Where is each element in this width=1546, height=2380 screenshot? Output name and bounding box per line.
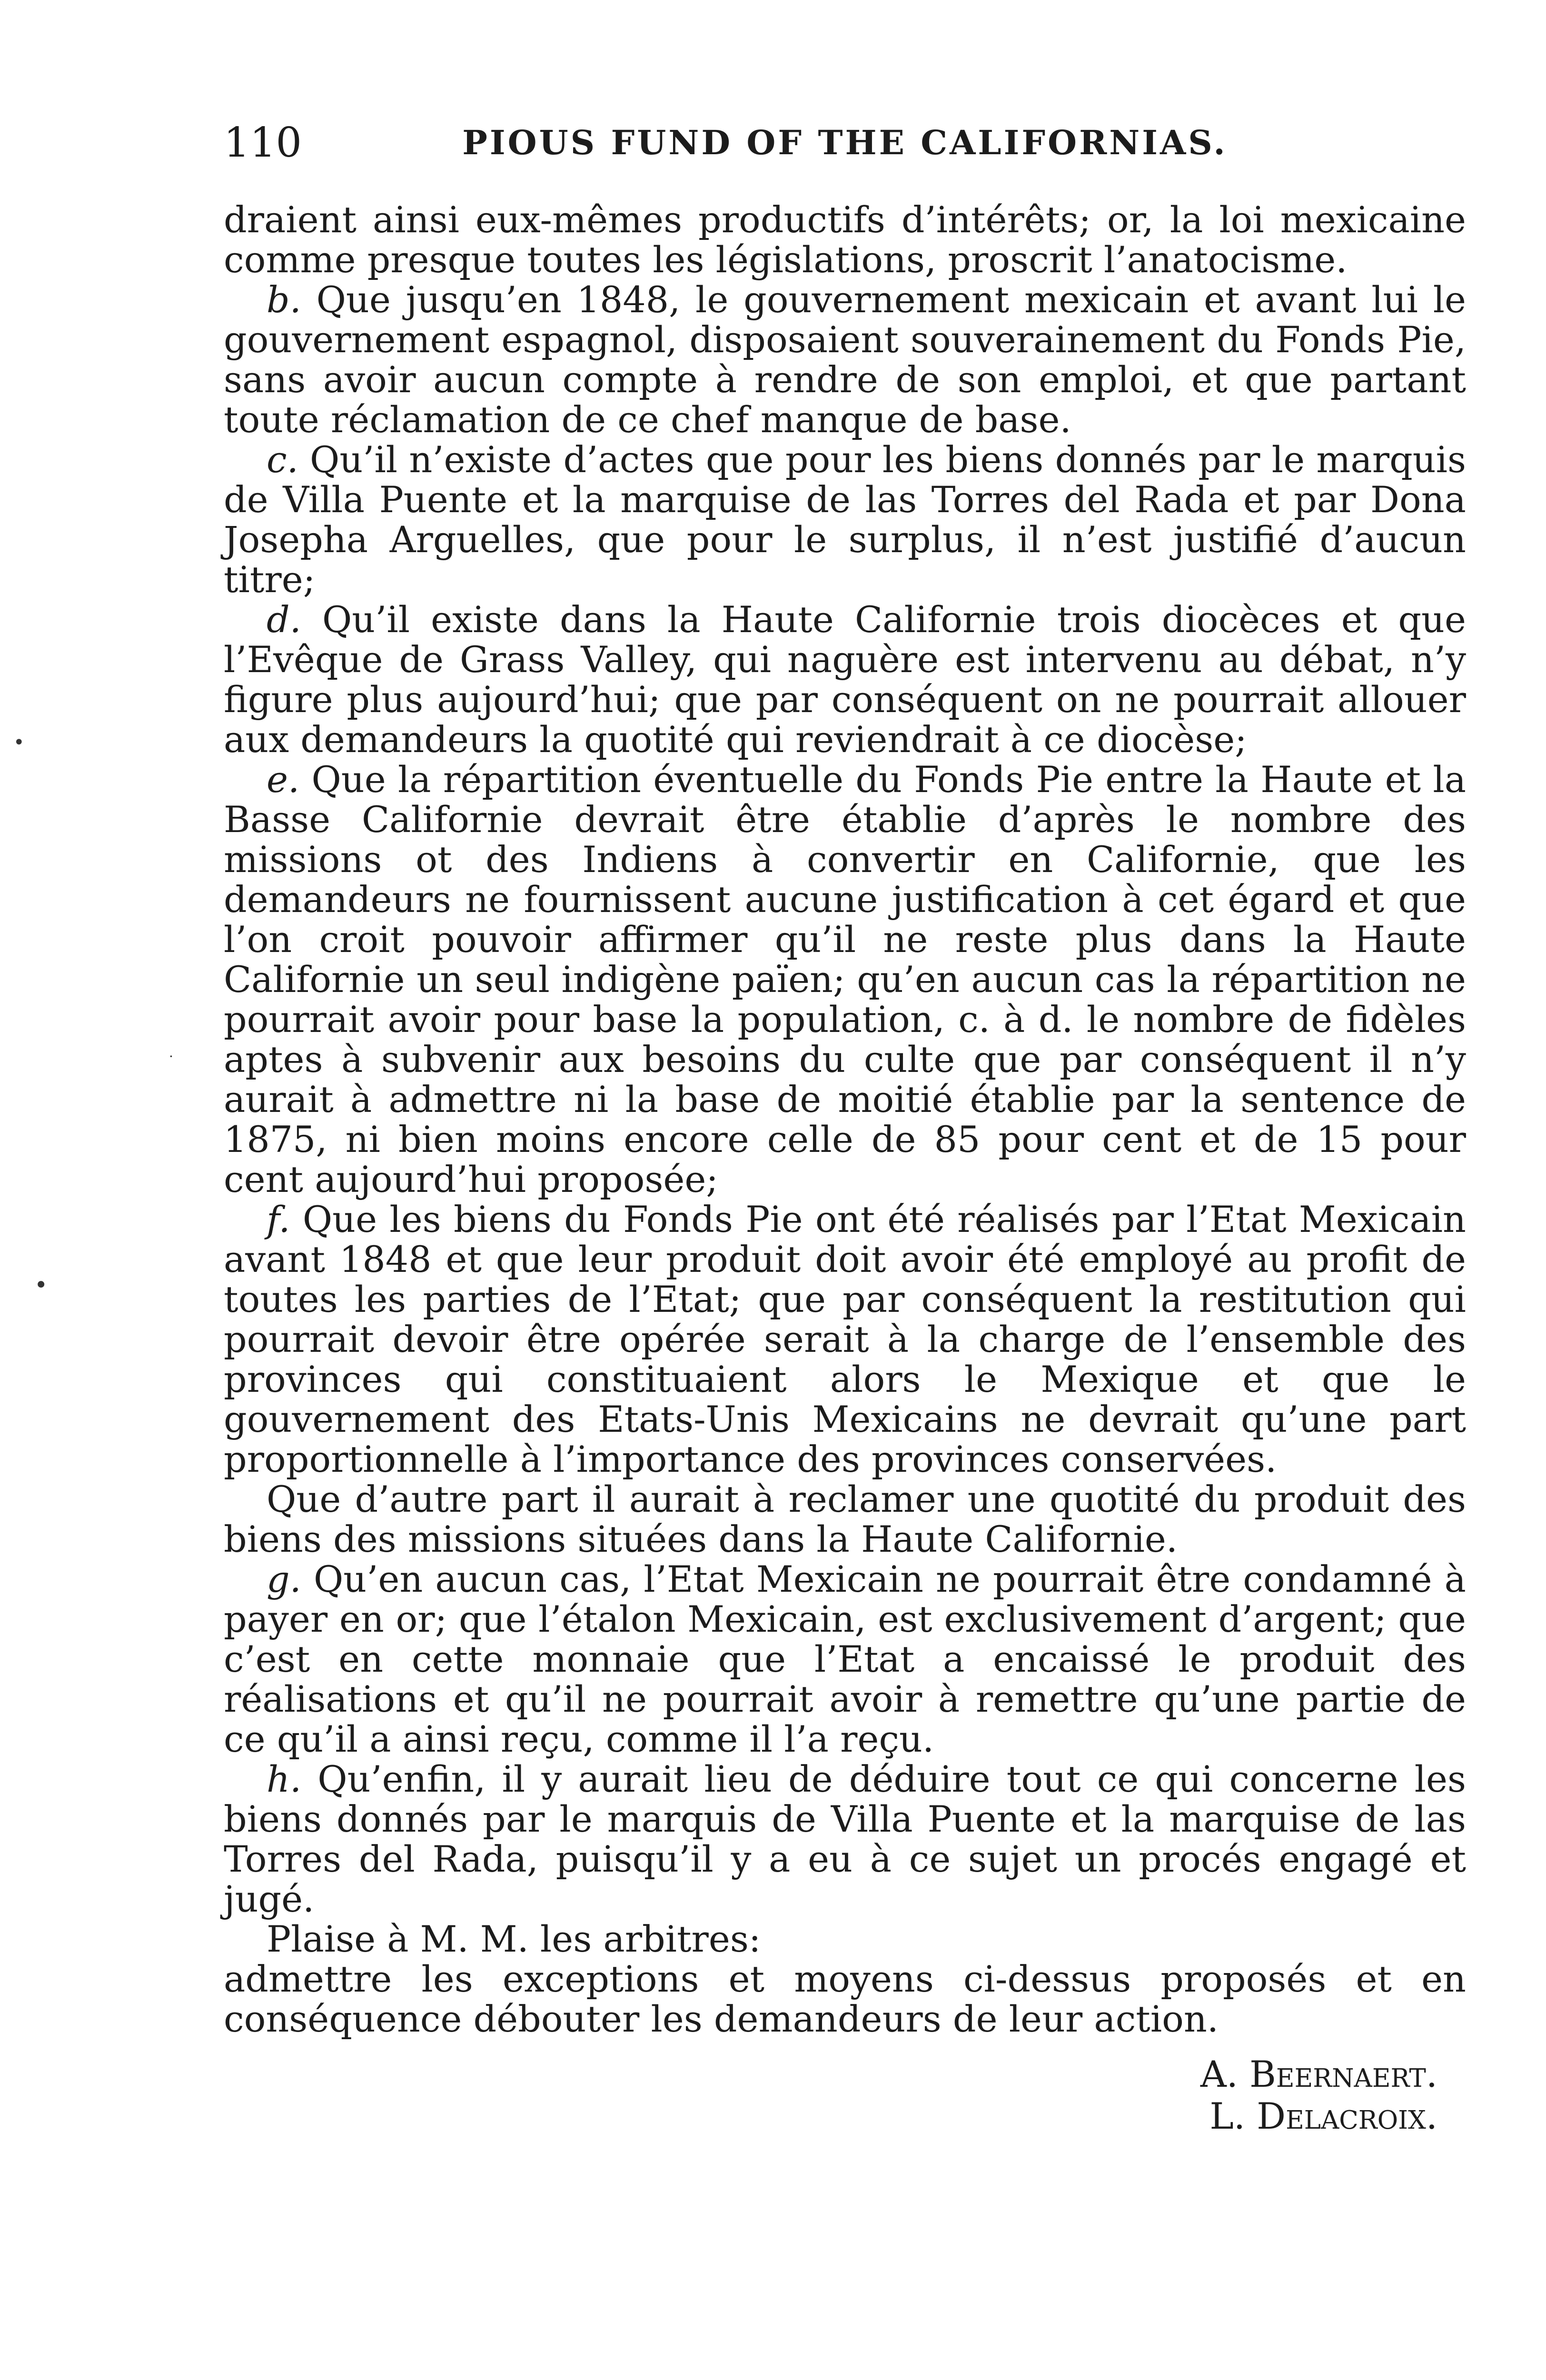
page-number: 110	[224, 119, 302, 167]
paragraph-label: f.	[267, 1198, 290, 1240]
paragraph-plea	[224, 1919, 1466, 1959]
margin-speck: •	[13, 732, 25, 754]
paragraph-label: b.	[267, 278, 301, 321]
paragraph-text: Qu’en aucun cas, l’Etat Mexicain ne pourrait être condamné à payer en or; que l’étalon Mexicain, est exclusivement d’argent; que c’est en cette monnaie que l’Etat a encaissé le produit des réalisations et qu’il ne pourrait avoir à remettre qu’une partie de ce qu’il a ainsi reçu, comme il l’a reçu.	[224, 1558, 1466, 1760]
signature-block	[224, 2053, 1466, 2137]
paragraph-h	[224, 1759, 1466, 1919]
page-header	[224, 114, 1466, 171]
paragraph-label: c.	[267, 438, 298, 481]
paragraph-text: Que jusqu’en 1848, le gouvernement mexicain et avant lui le gouvernement espagnol, disposaient souverainement du Fonds Pie, sans avoir aucun compte à rendre de son emploi, et que partant toute réclamation de ce chef manque de base.	[224, 278, 1466, 441]
running-title: PIOUS FUND OF THE CALIFORNIAS.	[462, 123, 1228, 162]
paragraph-text: Que d’autre part il aurait à reclamer une quotité du produit des biens des missions situées dans la Haute Californie.	[224, 1478, 1466, 1560]
body-text	[224, 200, 1466, 2137]
paragraph-c	[224, 440, 1466, 600]
paragraph-g	[224, 1559, 1466, 1759]
paragraph-text: Qu’il existe dans la Haute Californie trois diocèces et que l’Evêque de Grass Valley, qui naguère est intervenu au débat, n’y figure plus aujourd’hui; que par conséquent on ne pourrait allouer aux demandeurs la quotité qui reviendrait à ce diocèse;	[224, 598, 1466, 761]
paragraph-label: e.	[267, 758, 300, 801]
paragraph-label: d.	[267, 598, 301, 641]
paragraph-text: Plaise à M. M. les arbitres:	[267, 1918, 761, 1960]
paragraph-label: h.	[267, 1758, 302, 1800]
paragraph-continuation	[224, 200, 1466, 280]
margin-speck: •	[34, 1272, 48, 1299]
paragraph-label: g.	[267, 1558, 301, 1600]
paragraph-conclusion	[224, 1959, 1466, 2039]
paragraph-text: Que les biens du Fonds Pie ont été réalisés par l’Etat Mexicain avant 1848 et que leur produit doit avoir été employé au profit de toutes les parties de l’Etat; que par conséquent la restitution qui pourrait devoir être opérée serait à la charge de l’ensemble des provinces qui constituaient alors le Mexique et que le gouvernement des Etats-Unis Mexicains ne devrait qu’une part proportionnelle à l’importance des provinces conservées.	[224, 1198, 1466, 1480]
paragraph-text: draient ainsi eux-mêmes productifs d’intérêts; or, la loi mexicaine comme presque toutes les législations, proscrit l’anatocisme.	[224, 198, 1466, 281]
paragraph-e	[224, 760, 1466, 1200]
signature-beernaert: A. Beernaert.	[1200, 2053, 1437, 2095]
paragraph-text: Qu’il n’existe d’actes que pour les biens donnés par le marquis de Villa Puente et la marquise de las Torres del Rada et par Dona Josepha Arguelles, que pour le surplus, il n’est justifié d’aucun titre;	[224, 438, 1466, 601]
paragraph-d	[224, 600, 1466, 760]
paragraph-text: Qu’enfin, il y aurait lieu de déduire tout ce qui concerne les biens donnés par le marquis de Villa Puente et la marquise de las Torres del Rada, puisqu’il y a eu à ce sujet un procés engagé et jugé.	[224, 1758, 1466, 1920]
paragraph-f-continued	[224, 1479, 1466, 1559]
paragraph-f	[224, 1200, 1466, 1479]
paragraph-b	[224, 280, 1466, 440]
paragraph-text: Que la répartition éventuelle du Fonds Pie entre la Haute et la Basse Californie devrait être établie d’après le nombre des missions ot des Indiens à convertir en Californie, que les demandeurs ne fournissent aucune justification à cet égard et que l’on croit pouvoir affirmer qu’il ne reste plus dans la Haute Californie un seul indigène païen; qu’en aucun cas la répartition ne pourrait avoir pour base la population, c. à d. le nombre de fidèles aptes à subvenir aux besoins du culte que par conséquent il n’y aurait à admettre ni la base de moitié établie par la sentence de 1875, ni bien moins encore celle de 85 pour cent et de 15 pour cent aujourd’hui proposée;	[224, 758, 1466, 1200]
paragraph-text: admettre les exceptions et moyens ci-dessus proposés et en conséquence débouter les demandeurs de leur action.	[224, 1958, 1466, 2040]
margin-speck: ·	[169, 1049, 173, 1064]
signature-delacroix: L. Delacroix.	[1209, 2095, 1437, 2137]
